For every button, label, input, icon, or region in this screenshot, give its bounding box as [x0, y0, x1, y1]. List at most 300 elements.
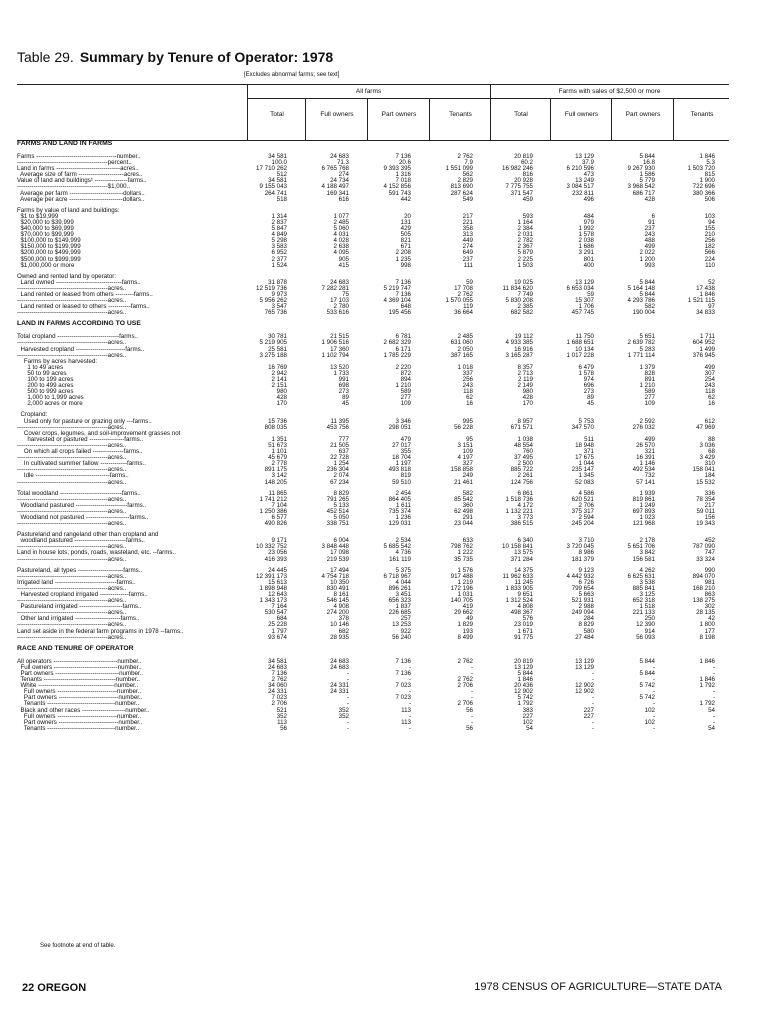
cell-value: 1 017 228: [566, 351, 594, 359]
leader-dots: ..: [140, 195, 145, 203]
row-label-text: Land set aside in the federal farm programs in 1978: [17, 627, 159, 635]
row-unit: percent: [107, 159, 129, 167]
col-part-owners-sales: Part owners: [625, 111, 661, 118]
leader-dots: ..: [122, 507, 127, 515]
table-title: [17, 49, 333, 65]
cell-value: 8 829: [333, 489, 349, 497]
cell-value: 8 198: [699, 633, 715, 641]
cell-value: 190 004: [632, 309, 655, 317]
cell-value: 88: [708, 435, 715, 443]
leader-dots: ..: [139, 435, 144, 443]
cell-value: 5 844: [639, 669, 655, 677]
cell-value: 19 025: [514, 278, 533, 286]
row-label-text: harvested or pastured: [17, 435, 88, 443]
cell-value: -: [591, 718, 594, 726]
cell-value: -: [652, 663, 655, 671]
cell-value: 457 745: [571, 309, 594, 317]
cell-value: 8 957: [517, 417, 533, 425]
leader-dots: ..: [132, 578, 136, 586]
cell-value: 7 136: [271, 669, 287, 677]
cell-value: 109: [462, 448, 473, 456]
leader-dots: ..: [137, 153, 141, 160]
cell-value: 1 706: [578, 303, 594, 311]
leader-dots: ..: [122, 454, 127, 462]
cell-value: 1 210: [395, 382, 411, 390]
cell-value: 2 384: [517, 225, 533, 233]
cell-value: 274: [338, 171, 349, 179]
section-heading: [17, 141, 729, 149]
cell-value: 3 036: [699, 441, 715, 449]
cell-value: 4 586: [578, 489, 594, 497]
cell-value: 17 494: [330, 566, 349, 574]
table-heading: Summary by Tenure of Operator: 1978: [79, 49, 334, 65]
row-label-text: Woodland pastured: [17, 501, 74, 509]
cell-value: 9 155 043: [259, 183, 287, 191]
section-heading: [17, 321, 729, 329]
cell-value: 1 503: [517, 261, 533, 269]
cell-value: 109: [400, 400, 411, 408]
cell-value: 8 357: [517, 363, 533, 371]
cell-value: 113: [401, 706, 411, 714]
cell-value: -: [470, 688, 473, 696]
cell-value: 54: [526, 724, 533, 732]
leader-dots: ..: [138, 566, 143, 574]
cell-value: 499: [644, 435, 655, 443]
cell-value: 13 129: [575, 153, 594, 160]
cell-value: 12 390: [636, 621, 655, 629]
cell-value: 56: [466, 706, 473, 714]
row-label-text: White: [17, 682, 37, 690]
cell-value: -: [591, 676, 594, 684]
cell-value: 3 720 045: [566, 543, 594, 551]
cell-value: 59: [587, 290, 594, 298]
cell-value: 56 240: [392, 633, 411, 641]
cell-value: 2 454: [395, 489, 411, 497]
cell-value: 274 200: [326, 609, 349, 617]
cell-value: 6 765 768: [321, 165, 349, 173]
group-all-farms: All farms: [355, 88, 382, 95]
leader-dots: --------------------------------------------: [17, 478, 108, 486]
cell-value: 5 651 706: [627, 543, 655, 551]
cell-value: 604 952: [692, 339, 715, 347]
leader-dots: ..: [139, 694, 143, 702]
cell-value: 682 582: [510, 309, 533, 317]
cell-value: 24 683: [268, 663, 287, 671]
cell-value: 235 147: [571, 466, 594, 474]
row-unit: farms: [120, 615, 136, 623]
row-unit: farms: [122, 603, 139, 611]
cell-value: 2 706: [578, 501, 594, 509]
row-unit: $1,000: [107, 183, 127, 191]
cell-value: 245 204: [571, 520, 594, 528]
leader-dots: ..: [122, 584, 127, 592]
leader-dots: ..: [122, 555, 127, 563]
cell-value: 1 219: [457, 578, 473, 586]
cell-value: 91: [648, 218, 655, 226]
row-unit: farms: [127, 501, 143, 509]
cell-value: 1 023: [639, 513, 655, 521]
leader-dots: --------------------------------------------: [17, 297, 108, 305]
cell-value: 94: [708, 218, 715, 226]
row-unit: acres: [107, 309, 123, 317]
cell-value: 68: [708, 448, 715, 456]
cell-value: 1 586: [639, 171, 655, 179]
cell-value: 8 829: [578, 621, 594, 629]
cell-value: 562: [462, 171, 473, 179]
cell-value: 5 298: [271, 237, 287, 245]
cell-value: 821: [400, 237, 411, 245]
cell-value: 20 928: [514, 177, 533, 185]
row-label-text: Full owners: [17, 663, 53, 671]
cell-value: 3 848 448: [321, 543, 349, 551]
cell-value: 129 031: [388, 520, 411, 528]
cell-value: 31 878: [268, 278, 287, 286]
leader-dots: --------------------------------------------: [17, 339, 108, 347]
cell-value: 307: [704, 369, 715, 377]
row-unit: number: [118, 718, 140, 726]
cell-value: 2 225: [517, 255, 533, 263]
cell-value: 2 682 329: [383, 339, 411, 347]
leader-dots: ..: [180, 627, 184, 635]
cell-value: -: [712, 694, 715, 702]
row-unit: acres: [107, 466, 123, 474]
cell-value: 23 019: [514, 621, 533, 629]
cell-value: 19 343: [696, 520, 715, 528]
cell-value: 155: [704, 225, 715, 233]
cell-value: 24 331: [268, 688, 287, 696]
cell-value: 232 811: [572, 189, 594, 197]
section-heading: [17, 646, 729, 654]
cell-value: 2 141: [271, 376, 287, 383]
cell-value: 118: [705, 388, 715, 396]
cell-value: 355: [400, 448, 411, 456]
cell-value: 358: [462, 225, 473, 233]
row-label-text: $70,000 to $99,999: [17, 231, 74, 239]
cell-value: 11 395: [330, 417, 349, 425]
cell-value: 521 931: [571, 597, 594, 605]
cell-value: 7 136: [395, 153, 411, 160]
cell-value: 1 044: [578, 460, 594, 468]
cell-value: 181 379: [571, 555, 594, 563]
cell-value: 4 442 932: [566, 572, 594, 580]
cell-value: 979: [583, 218, 594, 226]
leader-dots: ..: [138, 171, 143, 179]
cell-value: 830 491: [326, 584, 349, 592]
cell-value: 156: [704, 513, 715, 521]
cell-value: 24 331: [330, 682, 349, 690]
cell-value: 415: [338, 261, 349, 269]
cell-value: 1 343 173: [259, 597, 287, 605]
row-label-text: Full owners: [17, 712, 56, 720]
cell-value: 35 735: [454, 555, 473, 563]
cell-value: 416 393: [264, 555, 287, 563]
leader-dots: ---------------------: [80, 706, 126, 714]
leader-dots: --: [151, 549, 157, 557]
cell-value: 34 581: [268, 153, 287, 160]
row-label-text: 200 to 499 acres: [17, 382, 74, 390]
leader-dots: --------------: [98, 591, 129, 598]
cell-value: 93 674: [268, 633, 287, 641]
cell-value: 2 367: [517, 243, 533, 251]
cell-value: 26 570: [636, 441, 655, 449]
col-tenants-sales: Tenants: [690, 111, 714, 118]
cell-value: 1 236: [395, 513, 411, 521]
cell-value: 747: [704, 549, 715, 557]
cell-value: 3 291: [578, 249, 594, 257]
cell-value: 71.3: [336, 159, 349, 167]
cell-value: 360: [462, 501, 473, 509]
cell-value: 78 354: [696, 495, 715, 503]
cell-value: 671 571: [510, 423, 533, 431]
cell-value: 6 210 596: [566, 165, 594, 173]
leader-dots: ..: [135, 700, 140, 708]
cell-value: 649: [462, 249, 473, 257]
leader-dots: --------------------------------: [54, 278, 122, 286]
cell-value: 722 696: [692, 183, 715, 191]
cell-value: 1 846: [699, 153, 715, 160]
cell-value: 21 515: [330, 333, 349, 341]
cell-value: 102: [522, 718, 533, 726]
cell-value: -: [712, 712, 715, 720]
cell-value: 4 152 856: [383, 183, 411, 191]
section-label: RACE AND TENURE OF OPERATOR: [17, 644, 134, 652]
leader-dots: -----------------------------: [56, 718, 119, 726]
row-label-text: Value of land and buildings¹: [17, 177, 93, 185]
cell-value: 273: [583, 388, 594, 396]
cell-value: 7 104: [271, 501, 287, 509]
row-unit: acres: [107, 609, 123, 617]
row-label-text: Used only for pasture or grazing only: [17, 417, 125, 425]
row-unit: farms: [164, 627, 181, 635]
cell-value: 5.3: [706, 159, 715, 167]
row-label-text: Average size of farm: [17, 171, 77, 179]
cell-value: 16.8: [642, 159, 655, 167]
cell-value: 20 819: [514, 657, 533, 665]
cell-value: 5 685 542: [383, 543, 411, 551]
cell-value: -: [408, 688, 411, 696]
row-unit: farms: [125, 345, 141, 353]
row-label-text: Cropland:: [17, 411, 48, 419]
row-unit: farms: [125, 537, 142, 545]
row-unit: farms: [132, 417, 149, 425]
cell-value: 3 165 287: [505, 351, 533, 359]
row-unit: farms: [116, 578, 133, 586]
cell-value: 193: [462, 627, 473, 635]
cell-value: 24 683: [330, 657, 349, 665]
cell-value: 530 547: [264, 609, 287, 617]
leader-dots: ----------------: [92, 177, 128, 185]
cell-value: 3 151: [457, 441, 473, 449]
row-unit: number: [117, 712, 138, 720]
cell-value: 765 736: [264, 309, 287, 317]
row-label-text: Full owners: [17, 688, 56, 696]
leader-dots: ..: [144, 513, 149, 521]
cell-value: 371 284: [510, 555, 533, 563]
cell-value: 1 200: [639, 255, 655, 263]
cell-value: -: [652, 688, 655, 696]
cell-value: 2 074: [333, 472, 349, 480]
row-unit: farms: [130, 303, 147, 311]
cell-value: 400: [583, 261, 594, 269]
cell-value: 17 103: [330, 297, 349, 305]
cell-value: 237: [644, 225, 655, 233]
leader-dots: --------------------------------------------: [17, 183, 108, 191]
cell-value: 277: [644, 394, 655, 402]
cell-value: 20.6: [398, 159, 411, 167]
cell-value: 1 499: [699, 345, 715, 353]
cell-value: 1 038: [517, 435, 533, 443]
leader-dots: -------------------------------: [52, 663, 118, 671]
leader-dots: --------------------------------------------: [17, 609, 108, 617]
cell-value: 12 519 736: [256, 284, 287, 292]
cell-value: 16 769: [268, 363, 287, 371]
cell-value: 158 041: [692, 466, 715, 474]
cell-value: 4 044: [395, 578, 411, 586]
cell-value: 891: [644, 376, 655, 383]
col-total-sales: Total: [514, 111, 528, 118]
cell-value: 182: [704, 243, 715, 251]
cell-value: 2 385: [517, 303, 533, 311]
cell-value: 20 819: [514, 153, 533, 160]
row-unit: number: [125, 706, 146, 714]
cell-value: 17 675: [575, 454, 594, 462]
cell-value: 1 829: [457, 621, 473, 629]
cell-value: 5 847: [271, 225, 287, 233]
row-unit: farms: [119, 333, 135, 341]
cell-value: 62: [466, 394, 473, 402]
cell-value: 287 624: [450, 189, 473, 197]
row-label-text: woodland pastured: [17, 537, 73, 545]
row-label-text: Tenants: [17, 700, 46, 708]
cell-value: 7 023: [395, 682, 411, 690]
cell-value: 2 837: [271, 218, 287, 226]
cell-value: 16: [708, 400, 715, 408]
cell-value: 2 485: [457, 333, 473, 341]
leader-dots: ---------------------------------: [45, 724, 116, 732]
cell-value: 1 671: [517, 627, 533, 635]
cell-value: 6 861: [517, 489, 533, 497]
cell-value: 1 235: [395, 255, 411, 263]
cell-value: 496: [583, 195, 594, 203]
cell-value: 631 060: [450, 339, 473, 347]
cell-value: 14 375: [514, 566, 533, 574]
cell-value: 243: [644, 231, 655, 239]
row-label-text: 100 to 199 acres: [17, 376, 74, 383]
cell-value: 1 837: [395, 603, 411, 611]
cell-value: 6: [651, 212, 655, 220]
cell-value: 2 988: [578, 603, 594, 611]
cell-value: 1 846: [699, 676, 715, 684]
row-label-text: 1 to 49 acres: [17, 363, 64, 371]
cell-value: 1 688 651: [566, 339, 594, 347]
leader-dots: -----------------------------: [55, 688, 117, 696]
cell-value: 226 685: [388, 609, 411, 617]
cell-value: 2 706: [271, 700, 287, 708]
cell-value: 1 018: [457, 363, 473, 371]
cell-value: 787 090: [692, 543, 715, 551]
cell-value: 819: [400, 472, 411, 480]
leader-dots: ..: [122, 423, 127, 431]
cell-value: 113: [401, 718, 411, 726]
cell-value: 2 485: [333, 218, 349, 226]
cell-value: 499: [644, 243, 655, 251]
cell-value: 974: [583, 376, 594, 383]
cell-value: 533 616: [326, 309, 349, 317]
cell-value: 1 379: [639, 363, 655, 371]
cell-value: 3 968 542: [627, 183, 655, 191]
cell-value: 13 249: [575, 177, 594, 185]
row-unit: farms: [133, 290, 150, 298]
cell-value: 276 032: [632, 423, 655, 431]
cell-value: 2 762: [457, 153, 473, 160]
row-unit: acres: [123, 171, 139, 179]
cell-value: 310: [704, 460, 715, 468]
leader-dots: --------------------------------------------: [17, 309, 108, 317]
cell-value: 249: [462, 472, 473, 480]
row-label-text: $20,000 to $39,999: [17, 218, 74, 226]
cell-value: 7 136: [395, 657, 411, 665]
cell-value: 1 898 948: [259, 584, 287, 592]
leader-dots: -------------------------------: [53, 669, 120, 677]
cell-value: 1 846: [699, 657, 715, 665]
cell-value: 589: [644, 388, 655, 396]
publication-title: 1978 CENSUS OF AGRICULTURE—STATE DATA: [474, 981, 722, 993]
leader-dots: ..: [138, 663, 142, 671]
cell-value: 6 340: [517, 537, 533, 545]
cell-value: 49: [466, 615, 473, 623]
cell-value: 13 253: [392, 621, 411, 629]
cell-value: 10 158 841: [502, 543, 533, 551]
row-unit: farms: [127, 177, 144, 185]
row-label-text: Farms by acres harvested:: [17, 357, 98, 365]
cell-value: 1 524: [271, 261, 287, 269]
cell-value: 479: [400, 435, 411, 443]
cell-value: 119: [463, 303, 473, 311]
cell-value: 2 762: [457, 657, 473, 665]
cell-value: 2 782: [517, 237, 533, 245]
leader-dots: -----------------------------: [55, 712, 117, 720]
leader-dots: ..: [141, 189, 145, 197]
cell-value: 34 833: [696, 309, 715, 317]
row-label-text: On which all crops failed: [17, 448, 91, 456]
cell-value: 27 017: [392, 441, 411, 449]
cell-value: 224: [704, 255, 715, 263]
cell-value: 3 429: [699, 454, 715, 462]
cell-value: 8 161: [333, 591, 349, 598]
row-label-text: Tenants: [17, 676, 42, 684]
leader-dots: --------------------------------------------: [17, 572, 108, 580]
cell-value: 4 031: [333, 231, 349, 239]
cell-value: 2 592: [639, 417, 655, 425]
leader-dots: ..: [142, 460, 146, 468]
table-body: [17, 141, 729, 732]
leader-dots: ---: [125, 417, 133, 425]
cell-value: -: [408, 700, 411, 708]
row-label-text: Black and other races: [17, 706, 81, 714]
cell-value: -: [346, 724, 349, 732]
row-unit: farms: [124, 435, 140, 443]
cell-value: 2 713: [517, 369, 533, 377]
leader-dots: ..: [141, 537, 145, 545]
cell-value: 113: [277, 718, 287, 726]
cell-value: -: [470, 712, 473, 720]
row-unit: acres: [107, 507, 123, 515]
leader-dots: ..: [139, 718, 143, 726]
leader-dots: ..: [134, 333, 138, 341]
row-unit: acres: [107, 478, 123, 486]
row-label-text: $100,000 to $149,999: [17, 237, 81, 245]
leader-dots: ..: [139, 448, 143, 456]
